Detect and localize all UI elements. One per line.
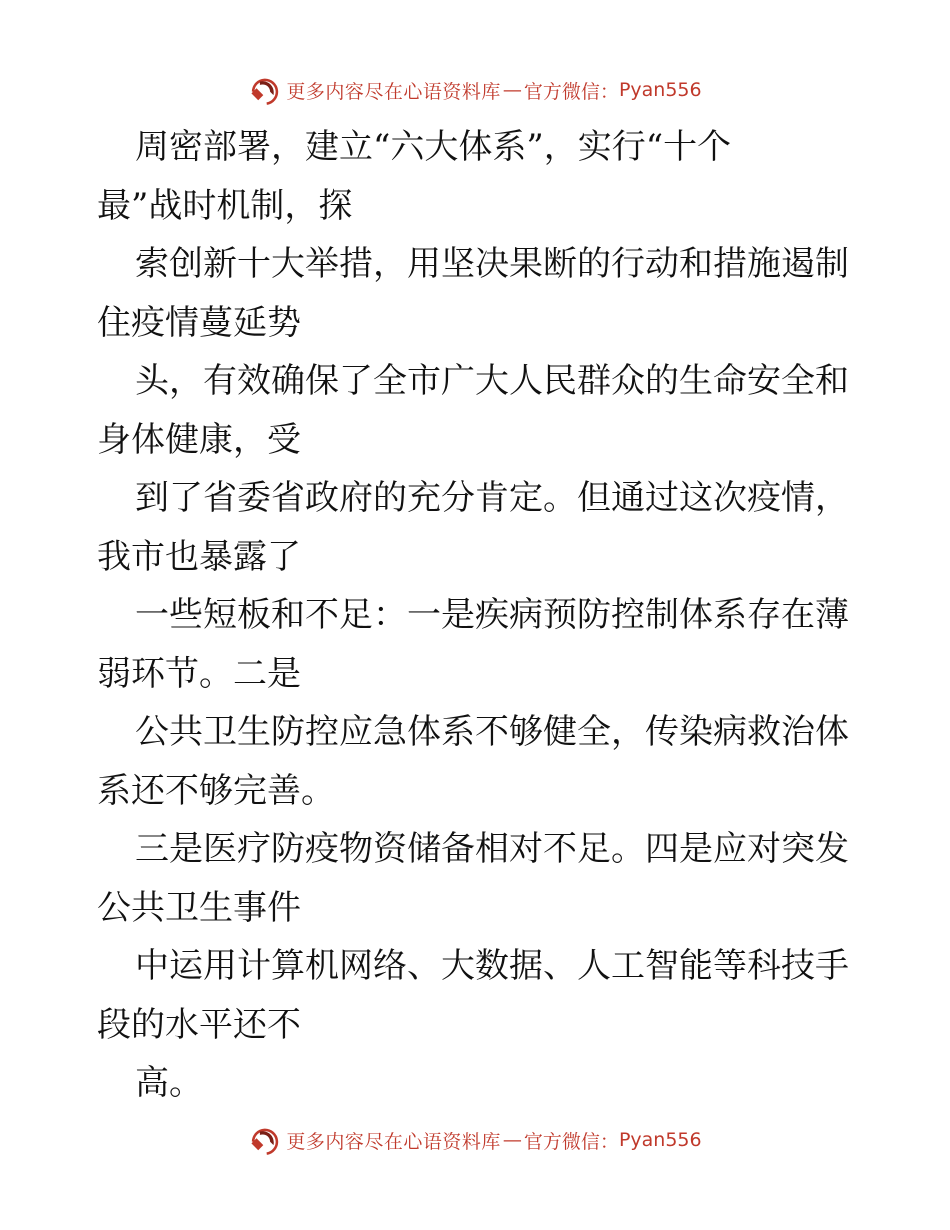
- pen-nib-logo-icon: [248, 1123, 282, 1157]
- text-line: 高。: [135, 1063, 203, 1103]
- banner-dash: —: [502, 79, 522, 101]
- text-line: 公共卫生事件: [97, 887, 301, 928]
- header-banner: [0, 70, 950, 110]
- text-line: 弱环节。二是: [97, 653, 301, 694]
- text-line: 住疫情蔓延势: [97, 302, 301, 343]
- banner-wechat-id: Pyan556: [618, 1129, 702, 1151]
- footer-banner: [0, 1120, 950, 1160]
- text-line: 段的水平还不: [97, 1004, 301, 1045]
- banner-title: 更多内容尽在心语资料库: [286, 80, 501, 103]
- text-line: 我市也暴露了: [97, 536, 301, 577]
- text-line: 头，有效确保了全市广大人民群众的生命安全和: [135, 361, 849, 401]
- text-line: 公共卫生防控应急体系不够健全，传染病救治体: [135, 712, 849, 752]
- text-line: 一些短板和不足：一是疾病预防控制体系存在薄: [135, 595, 849, 635]
- pen-nib-logo-icon: [248, 73, 282, 107]
- text-line: 身体健康，受: [97, 419, 301, 460]
- banner-wechat-id: Pyan556: [618, 79, 702, 101]
- document-body: [97, 118, 857, 1113]
- banner-wechat-label: 官方微信：: [523, 1130, 619, 1153]
- text-line: 系还不够完善。: [97, 770, 335, 811]
- banner-title: 更多内容尽在心语资料库: [286, 1130, 501, 1153]
- text-line: 最”战时机制，探: [97, 185, 353, 226]
- text-line: 周密部署，建立“六大体系”，实行“十个: [135, 127, 732, 167]
- text-line: 中运用计算机网络、大数据、人工智能等科技手: [135, 946, 849, 986]
- text-line: 三是医疗防疫物资储备相对不足。四是应对突发: [135, 829, 849, 869]
- text-line: 索创新十大举措，用坚决果断的行动和措施遏制: [135, 244, 849, 284]
- text-line: 到了省委省政府的充分肯定。但通过这次疫情，: [135, 478, 849, 518]
- banner-dash: —: [502, 1129, 522, 1151]
- banner-wechat-label: 官方微信：: [523, 80, 619, 103]
